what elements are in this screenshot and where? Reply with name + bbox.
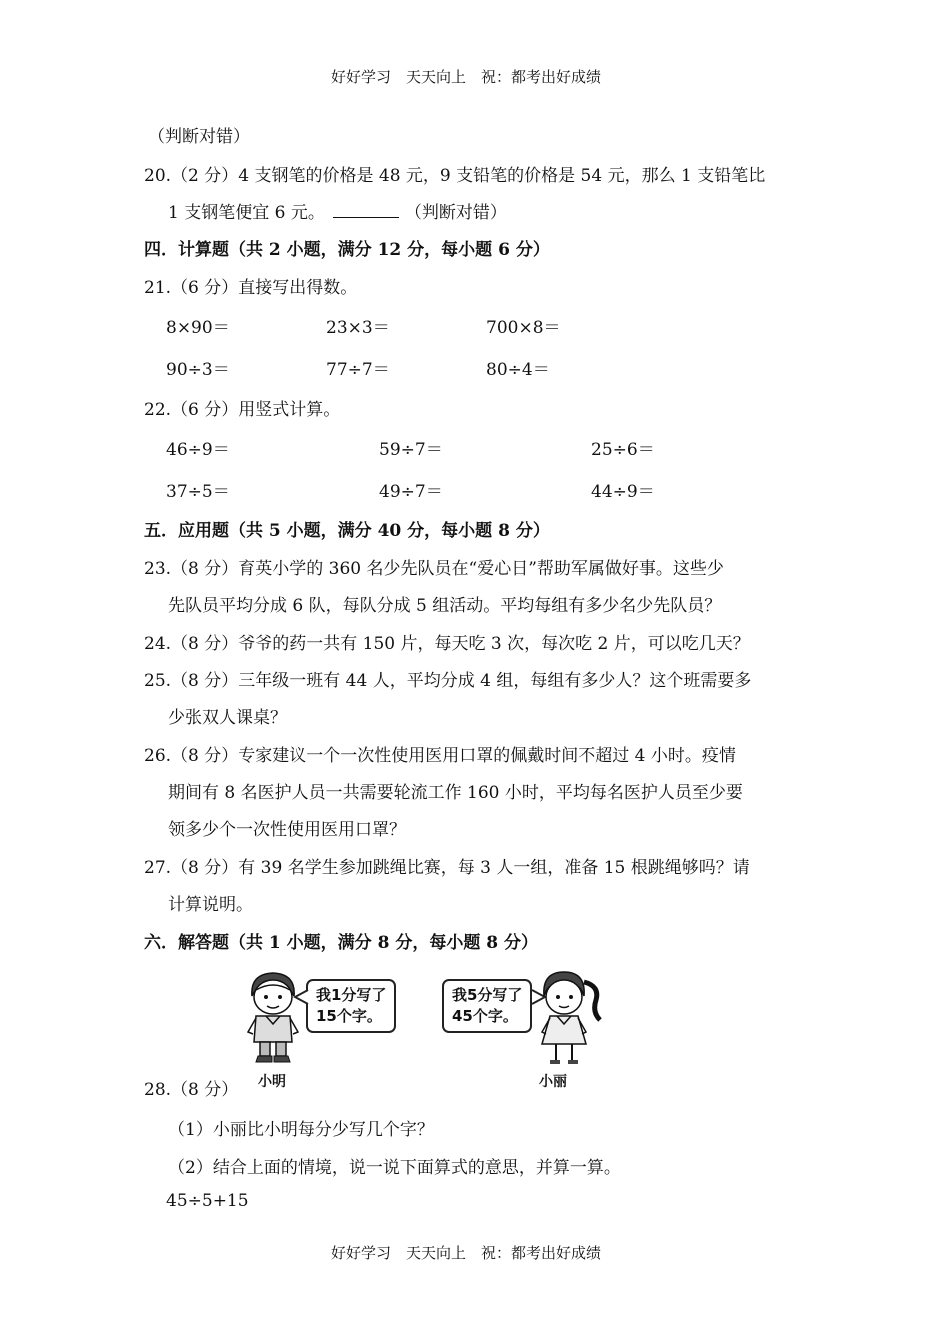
q21-item: 77÷7＝: [326, 360, 390, 380]
q20-line1: 20.（2 分）4 支钢笔的价格是 48 元，9 支铅笔的价格是 54 元，那么 1 支铅笔比: [144, 166, 766, 186]
q21-item: 700×8＝: [486, 318, 561, 338]
q21-item: 90÷3＝: [166, 360, 230, 380]
boy-bubble-line2: 15个字。: [316, 1007, 382, 1025]
boy-bubble-line1: 我1分写了: [316, 986, 387, 1004]
q26-line1: 26.（8 分）专家建议一个一次性使用医用口罩的佩戴时间不超过 4 小时。疫情: [144, 746, 736, 766]
section-6-title: 六．解答题（共 1 小题，满分 8 分，每小题 8 分）: [144, 933, 538, 953]
q21-item: 23×3＝: [326, 318, 390, 338]
girl-name: 小丽: [539, 1074, 567, 1090]
girl-illustration: [534, 968, 606, 1068]
q22-stem: 22.（6 分）用竖式计算。: [144, 400, 341, 420]
q20-line2: [168, 198, 507, 223]
q21-stem: 21.（6 分）直接写出得数。: [144, 278, 358, 298]
q22-item: 49÷7＝: [379, 482, 443, 502]
q22-item: 25÷6＝: [591, 440, 655, 460]
girl-speech-bubble: [442, 979, 532, 1033]
boy-speech-bubble: [306, 979, 396, 1033]
q22-item: 59÷7＝: [379, 440, 443, 460]
q23-line1: 23.（8 分）育英小学的 360 名少先队员在“爱心日”帮助军属做好事。这些少: [144, 559, 724, 579]
q20-judge-label: （判断对错）: [404, 203, 507, 223]
q21-item: 8×90＝: [166, 318, 230, 338]
boy-bubble-tail: [293, 988, 309, 1006]
q27-line2: 计算说明。: [168, 895, 253, 915]
q26-line3: 领多少个一次性使用医用口罩？: [168, 820, 406, 840]
section-5-title: 五．应用题（共 5 小题，满分 40 分，每小题 8 分）: [144, 521, 550, 541]
q28-stem: 28.（8 分）: [144, 1080, 239, 1100]
q26-line2: 期间有 8 名医护人员一共需要轮流工作 160 小时，平均每名医护人员至少要: [168, 783, 743, 803]
q28-part2: （2）结合上面的情境，说一说下面算式的意思，并算一算。: [168, 1158, 621, 1178]
q27-line1: 27.（8 分）有 39 名学生参加跳绳比赛，每 3 人一组，准备 15 根跳绳够吗？请: [144, 858, 750, 878]
girl-bubble-line2: 45个字。: [452, 1007, 518, 1025]
q22-item: 44÷9＝: [591, 482, 655, 502]
girl-bubble-line1: 我5分写了: [452, 986, 523, 1004]
page-footer: 好好学习 天天向上 祝：都考出好成绩: [331, 1244, 602, 1262]
boy-illustration: [244, 970, 302, 1066]
q25-line2: 少张双人课桌？: [168, 708, 287, 728]
section-4-title: 四．计算题（共 2 小题，满分 12 分，每小题 6 分）: [144, 240, 550, 260]
q21-item: 80÷4＝: [486, 360, 550, 380]
q20-line2-text: 1 支钢笔便宜 6 元。: [168, 203, 325, 223]
answer-blank[interactable]: [333, 202, 399, 218]
boy-name: 小明: [258, 1074, 286, 1090]
q19-tail: （判断对错）: [148, 127, 250, 147]
q22-item: 37÷5＝: [166, 482, 230, 502]
q22-item: 46÷9＝: [166, 440, 230, 460]
q25-line1: 25.（8 分）三年级一班有 44 人，平均分成 4 组，每组有多少人？这个班需要多: [144, 671, 752, 691]
q28-expression: 45÷5+15: [166, 1191, 249, 1211]
page-header: 好好学习 天天向上 祝：都考出好成绩: [331, 68, 602, 86]
q28-part1: （1）小丽比小明每分少写几个字？: [168, 1120, 434, 1140]
q24-line1: 24.（8 分）爷爷的药一共有 150 片，每天吃 3 次，每次吃 2 片，可以吃几天？: [144, 634, 750, 654]
q23-line2: 先队员平均分成 6 队，每队分成 5 组活动。平均每组有多少名少先队员？: [168, 596, 722, 616]
